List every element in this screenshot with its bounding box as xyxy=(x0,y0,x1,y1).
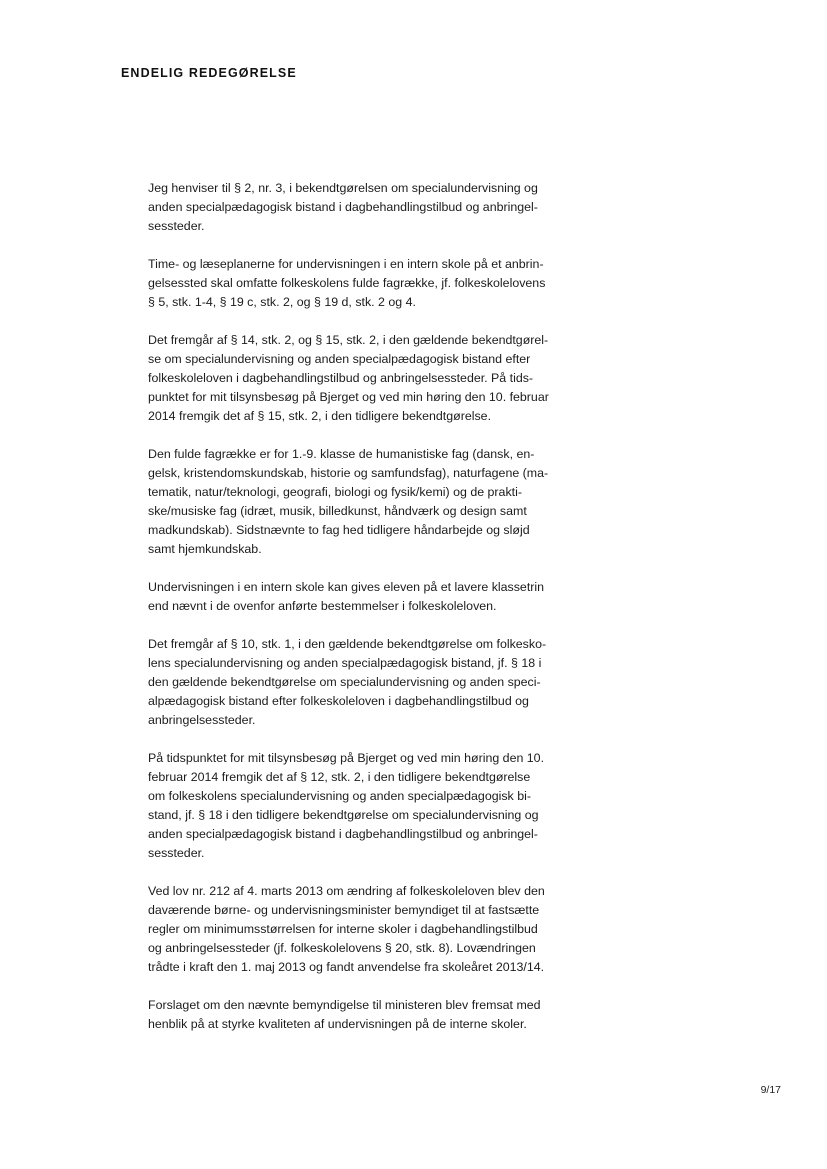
text-line: Time- og læseplanerne for undervisningen i en intern skole på et anbrin- xyxy=(148,257,544,271)
text-line: Forslaget om den nævnte bemyndigelse til ministeren blev fremsat med xyxy=(148,998,541,1012)
text-line: og anbringelsessteder (jf. folkeskolelovens § 20, stk. 8). Lovændringen xyxy=(148,941,536,955)
text-line: Undervisningen i en intern skole kan gives eleven på et lavere klassetrin xyxy=(148,580,545,594)
text-line: sessteder. xyxy=(148,219,205,233)
paragraph-2 xyxy=(148,255,588,312)
paragraph-3 xyxy=(148,331,588,426)
text-line: stand, jf. § 18 i den tidligere bekendtgørelse om specialundervisning og xyxy=(148,808,539,822)
text-line: ske/musiske fag (idræt, musik, billedkunst, håndværk og design samt xyxy=(148,504,527,518)
paragraph-7 xyxy=(148,749,588,863)
text-line: regler om minimumsstørrelsen for interne skoler i dagbehandlingstilbud xyxy=(148,922,538,936)
paragraph-5 xyxy=(148,578,588,616)
text-line: gelsessted skal omfatte folkeskolens fulde fagrække, jf. folkeskolelovens xyxy=(148,276,546,290)
text-line: samt hjemkundskab. xyxy=(148,542,262,556)
text-line: punktet for mit tilsynsbesøg på Bjerget og ved min høring den 10. februar xyxy=(148,390,549,404)
text-line: gelsk, kristendomskundskab, historie og samfundsfag), naturfagene (ma- xyxy=(148,466,549,480)
text-line: 2014 fremgik det af § 15, stk. 2, i den tidligere bekendtgørelse. xyxy=(148,409,492,423)
text-line: februar 2014 fremgik det af § 12, stk. 2, i den tidligere bekendtgørelse xyxy=(148,770,531,784)
paragraph-1 xyxy=(148,179,588,236)
text-line: tematik, natur/teknologi, geografi, biologi og fysik/kemi) og de prakti- xyxy=(148,485,522,499)
text-line: Det fremgår af § 10, stk. 1, i den gældende bekendtgørelse om folkesko- xyxy=(148,637,547,651)
document-header: ENDELIG REDEGØRELSE xyxy=(121,66,297,80)
paragraph-8 xyxy=(148,882,588,977)
text-line: se om specialundervisning og anden specialpædagogisk bistand efter xyxy=(148,352,531,366)
text-line: Ved lov nr. 212 af 4. marts 2013 om ændring af folkeskoleloven blev den xyxy=(148,884,545,898)
text-line: lens specialundervisning og anden specialpædagogisk bistand, jf. § 18 i xyxy=(148,656,542,670)
page-number: 9/17 xyxy=(760,1084,781,1096)
text-line: folkeskoleloven i dagbehandlingstilbud og anbringelsessteder. På tids- xyxy=(148,371,534,385)
text-line: den gældende bekendtgørelse om specialundervisning og anden speci- xyxy=(148,675,541,689)
text-line: henblik på at styrke kvaliteten af undervisningen på de interne skoler. xyxy=(148,1017,527,1031)
text-line: På tidspunktet for mit tilsynsbesøg på Bjerget og ved min høring den 10. xyxy=(148,751,545,765)
text-line: sessteder. xyxy=(148,846,205,860)
text-line: madkundskab). Sidstnævnte to fag hed tidligere håndarbejde og sløjd xyxy=(148,523,530,537)
text-line: anden specialpædagogisk bistand i dagbehandlingstilbud og anbringel- xyxy=(148,200,538,214)
text-line: alpædagogisk bistand efter folkeskoleloven i dagbehandlingstilbud og xyxy=(148,694,529,708)
text-line: § 5, stk. 1-4, § 19 c, stk. 2, og § 19 d, stk. 2 og 4. xyxy=(148,295,416,309)
paragraph-6 xyxy=(148,635,588,730)
paragraph-9 xyxy=(148,996,588,1034)
document-body xyxy=(148,179,588,1053)
text-line: Jeg henviser til § 2, nr. 3, i bekendtgørelsen om specialundervisning og xyxy=(148,181,538,195)
text-line: daværende børne- og undervisningsminister bemyndiget til at fastsætte xyxy=(148,903,540,917)
paragraph-4 xyxy=(148,445,588,559)
text-line: anden specialpædagogisk bistand i dagbehandlingstilbud og anbringel- xyxy=(148,827,538,841)
text-line: anbringelsessteder. xyxy=(148,713,256,727)
text-line: Det fremgår af § 14, stk. 2, og § 15, stk. 2, i den gældende bekendtgørel- xyxy=(148,333,549,347)
text-line: om folkeskolens specialundervisning og anden specialpædagogisk bi- xyxy=(148,789,531,803)
text-line: trådte i kraft den 1. maj 2013 og fandt anvendelse fra skoleåret 2013/14. xyxy=(148,960,545,974)
text-line: Den fulde fagrække er for 1.-9. klasse de humanistiske fag (dansk, en- xyxy=(148,447,535,461)
text-line: end nævnt i de ovenfor anførte bestemmelser i folkeskoleloven. xyxy=(148,599,497,613)
